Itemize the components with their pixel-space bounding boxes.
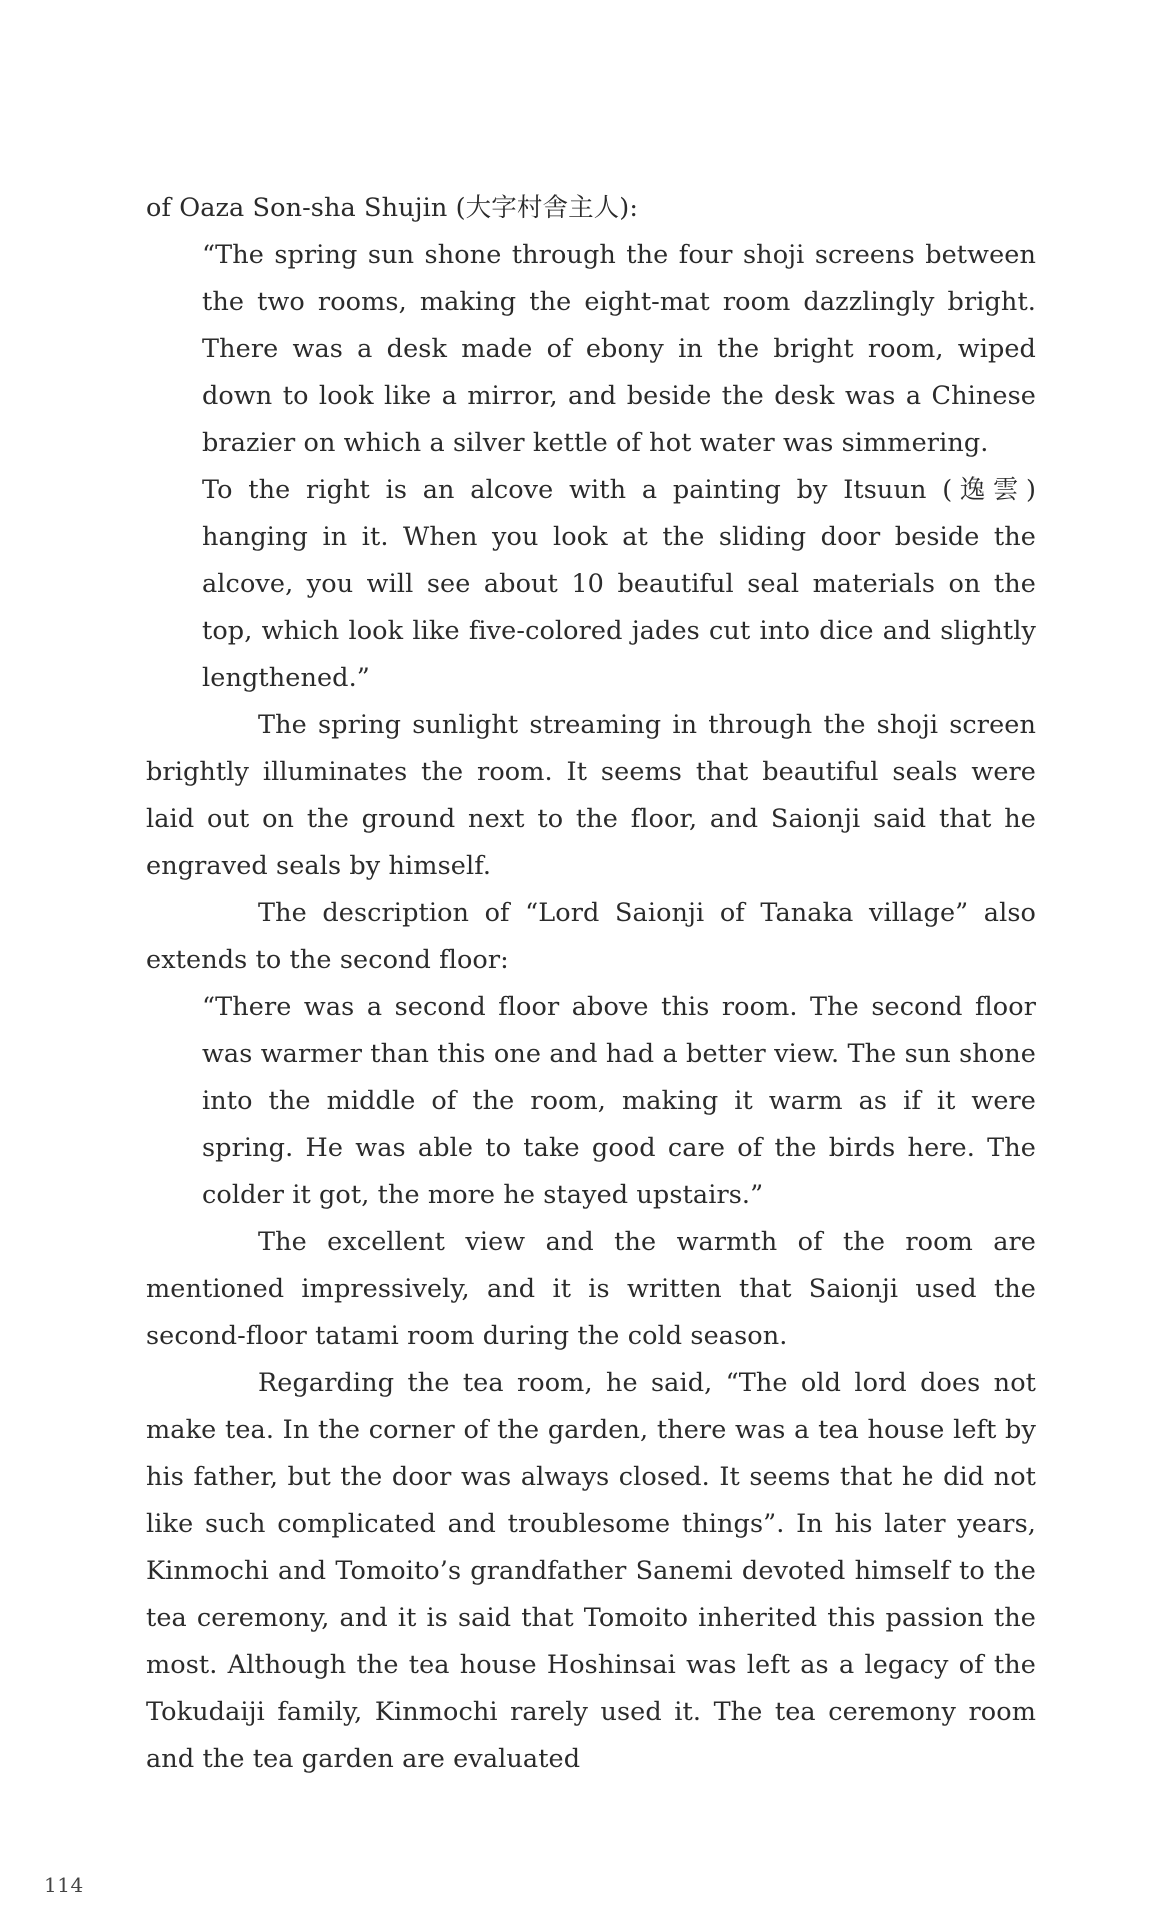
paragraph-3: The excellent view and the warmth of the room are mentioned impressively, and it is written that Saionji used the second-floor tatami room during the cold season. <box>146 1227 1036 1351</box>
paragraph-4: Regarding the tea room, he said, “The old lord does not make tea. In the corner of the garden, there was a tea house left by his father, but the door was always closed. It seems that he did not like such complicated and troublesome things”. In his later years, Kinmochi and Tomoito’s grandfather Sanemi devoted himself to the tea ceremony, and it is said that Tomoito inherited this passion the most. Although the tea house Hoshinsai was left as a legacy of the Tokudaiji family, Kinmochi rarely used it. The tea ceremony room and the tea garden are evaluated <box>146 1368 1036 1774</box>
paragraph-2: The description of “Lord Saionji of Tanaka village” also extends to the second floor: <box>146 898 1036 975</box>
block-quote-1-paragraph-2: To the right is an alcove with a painting by Itsuun (逸雲) hanging in it. When you look at the sliding door beside the alcove, you will see about 10 beautiful seal materials on the top, which look like five-colored jades cut into dice and slightly lengthened.” <box>202 475 1036 693</box>
page-number: 114 <box>44 1873 84 1897</box>
lead-line: of Oaza Son-sha Shujin (大字村舎主人): <box>146 193 639 223</box>
block-quote-1-paragraph-1: “The spring sun shone through the four shoji screens between the two rooms, making the eight-mat room dazzlingly bright. There was a desk made of ebony in the bright room, wiped down to look like a mirror, and beside the desk was a Chinese brazier on which a silver kettle of hot water was simmering. <box>202 240 1036 458</box>
block-quote-2: “There was a second floor above this room. The second floor was warmer than this one and had a better view. The sun shone into the middle of the room, making it warm as if it were spring. He was able to take good care of the birds here. The colder it got, the more he stayed upstairs.” <box>202 992 1036 1210</box>
body-text <box>146 185 1036 1783</box>
paragraph-1: The spring sunlight streaming in through the shoji screen brightly illuminates the room. It seems that beautiful seals were laid out on the ground next to the floor, and Saionji said that he engraved seals by himself. <box>146 710 1036 881</box>
